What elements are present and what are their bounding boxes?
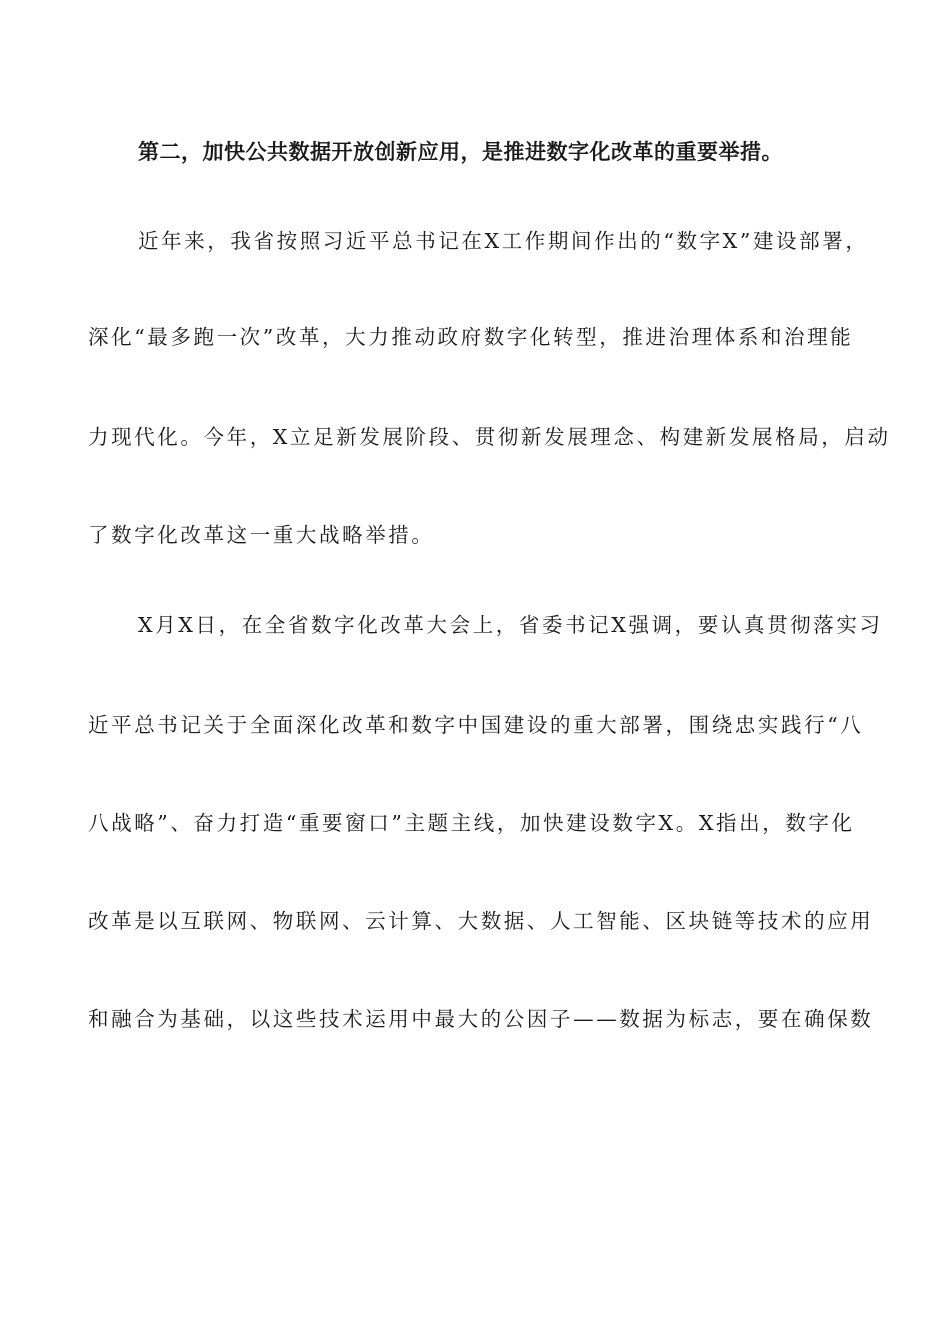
paragraph-2-line-5: 和融合为基础，以这些技术运用中最大的公因子——数据为标志，要在确保数 — [88, 1007, 874, 1031]
paragraph-1-line-2: 深化“最多跑一次”改革，大力推动政府数字化转型，推进治理体系和治理能 — [88, 325, 854, 349]
paragraph-1-line-3: 力现代化。今年，X立足新发展阶段、贯彻新发展理念、构建新发展格局，启动 — [88, 425, 891, 449]
paragraph-2-line-3: 八战略”、奋力打造“重要窗口”主题主线，加快建设数字X。X指出，数字化 — [88, 811, 855, 835]
paragraph-2-line-1: X月X日，在全省数字化改革大会上，省委书记X强调，要认真贯彻落实习 — [138, 613, 883, 637]
section-heading: 第二，加快公共数据开放创新应用，是推进数字化改革的重要举措。 — [138, 139, 783, 164]
paragraph-1-line-4: 了数字化改革这一重大战略举措。 — [88, 523, 435, 547]
paragraph-2-line-4: 改革是以互联网、物联网、云计算、大数据、人工智能、区块链等技术的应用 — [88, 909, 874, 933]
paragraph-2-line-2: 近平总书记关于全面深化改革和数字中国建设的重大部署，围绕忠实践行“八 — [88, 713, 864, 737]
paragraph-1-line-1: 近年来，我省按照习近平总书记在X工作期间作出的“数字X”建设部署， — [138, 229, 869, 253]
